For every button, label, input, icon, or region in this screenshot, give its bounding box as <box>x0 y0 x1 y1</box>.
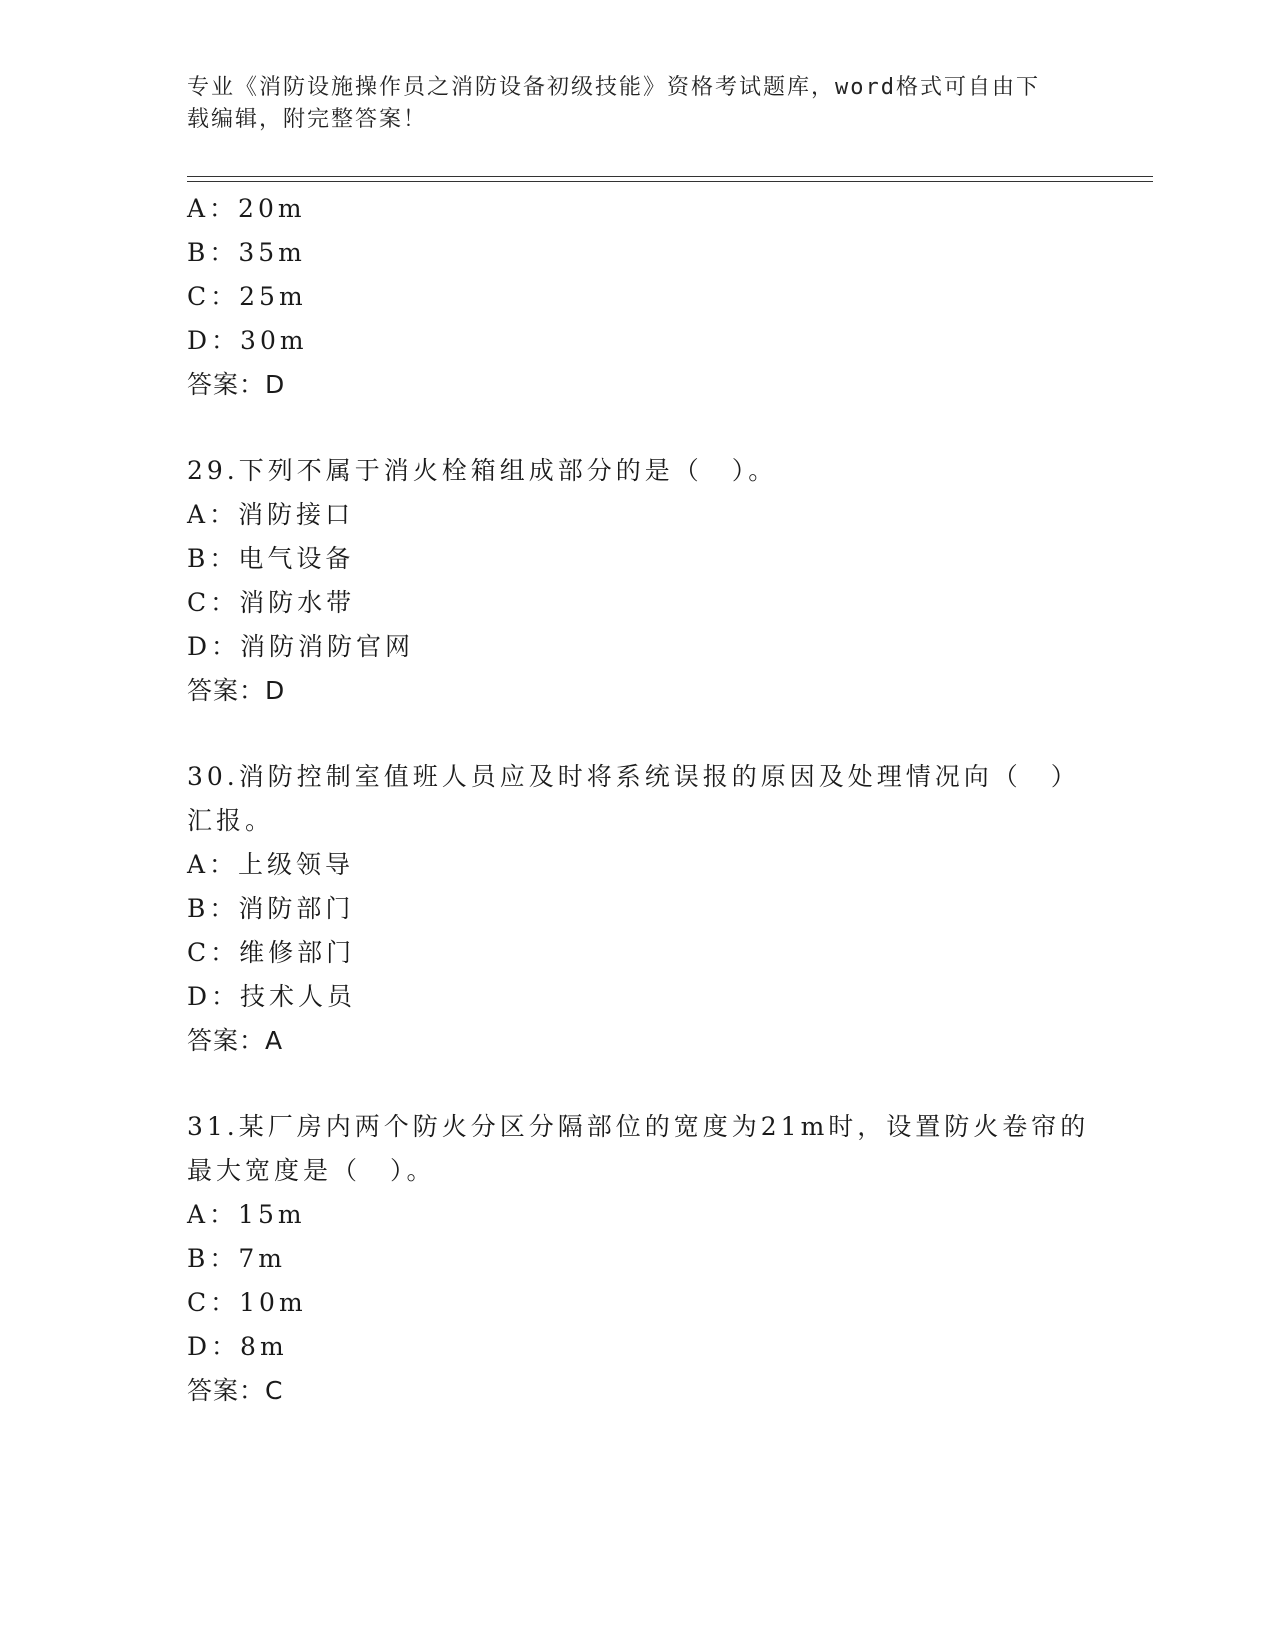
q30-option-b: B：消防部门 <box>187 894 355 923</box>
q31-option-a: A：15m <box>187 1200 306 1229</box>
q28-option-d: D：30m <box>187 326 308 355</box>
q28-option-c: C：25m <box>187 282 307 311</box>
header-divider-bottom <box>187 181 1153 182</box>
document-header <box>187 72 1067 136</box>
q29-option-c: C：消防水带 <box>187 588 356 617</box>
q28-answer: 答案：D <box>187 370 286 399</box>
q31-stem-line-2: 最大宽度是（ ）。 <box>187 1156 436 1185</box>
q30-stem-line-2: 汇报。 <box>187 806 275 835</box>
q30-answer: 答案：A <box>187 1026 284 1055</box>
q30-option-d: D：技术人员 <box>187 982 357 1011</box>
q30-stem-line-1: 30.消防控制室值班人员应及时将系统误报的原因及处理情况向（ ） <box>187 762 1080 791</box>
q30-option-c: C：维修部门 <box>187 938 356 967</box>
q31-stem-line-1: 31.某厂房内两个防火分区分隔部位的宽度为21m时，设置防火卷帘的 <box>187 1112 1090 1141</box>
q29-option-d: D：消防消防官网 <box>187 632 415 661</box>
header-line-2: 载编辑，附完整答案！ <box>187 107 428 132</box>
q28-option-b: B：35m <box>187 238 306 267</box>
q29-answer: 答案：D <box>187 676 286 705</box>
q31-option-c: C：10m <box>187 1288 307 1317</box>
header-line-1: 专业《消防设施操作员之消防设备初级技能》资格考试题库，word格式可自由下 <box>187 75 1040 100</box>
q31-option-b: B：7m <box>187 1244 286 1273</box>
header-divider-top <box>187 176 1153 177</box>
q31-answer: 答案：C <box>187 1376 284 1405</box>
q31-option-d: D：8m <box>187 1332 288 1361</box>
q30-option-a: A：上级领导 <box>187 850 355 879</box>
q29-stem: 29.下列不属于消火栓箱组成部分的是（ ）。 <box>187 456 778 485</box>
q29-option-a: A：消防接口 <box>187 500 355 529</box>
q29-option-b: B：电气设备 <box>187 544 355 573</box>
q28-option-a: A：20m <box>187 194 306 223</box>
